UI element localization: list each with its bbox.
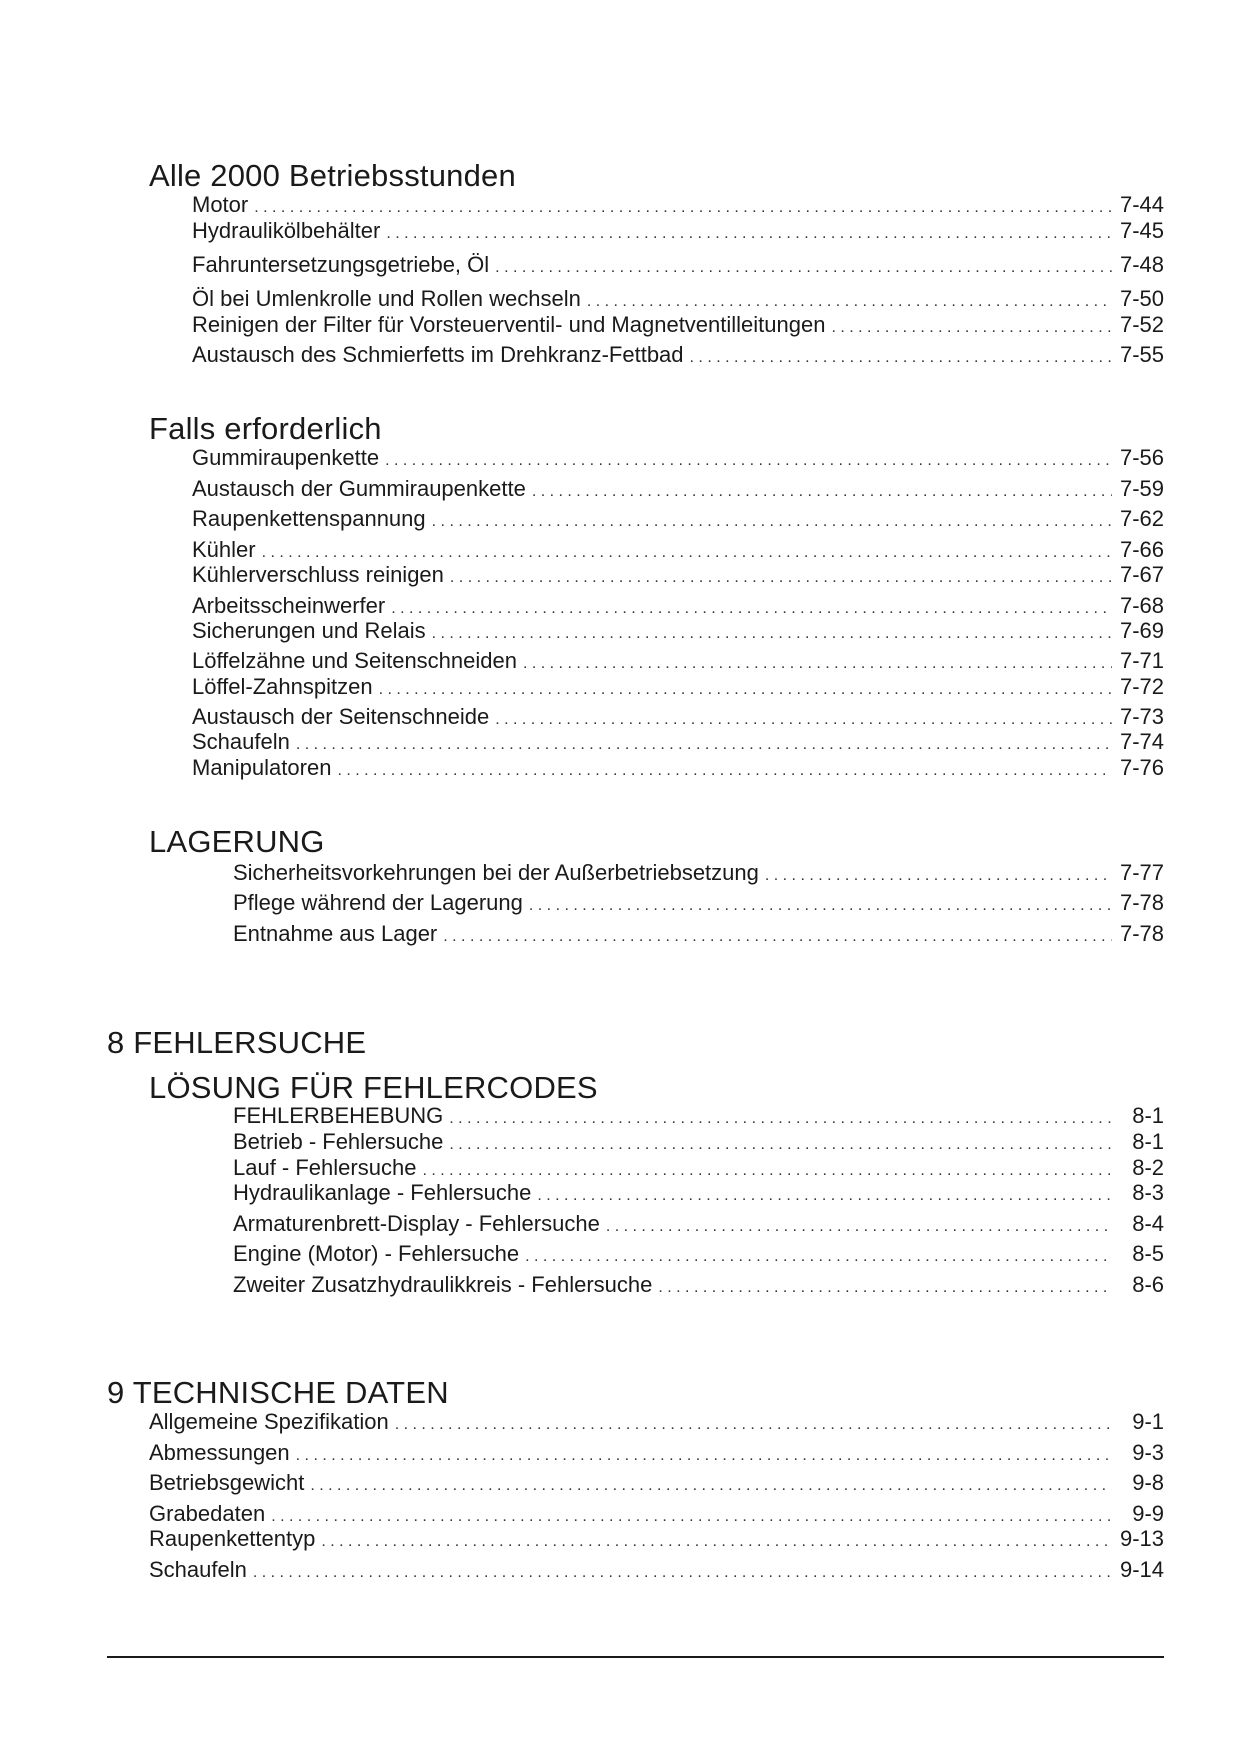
toc-entry-title: Grabedaten (149, 1501, 266, 1526)
toc-entry[interactable] (233, 1272, 1164, 1301)
toc-entry-title: Motor (192, 192, 249, 217)
toc-entry[interactable] (192, 192, 1164, 221)
toc-entry-page: 8-4 (1132, 1211, 1164, 1236)
toc-entry-page: 7-71 (1119, 648, 1164, 673)
dot-leader (495, 255, 1112, 281)
dot-leader (432, 509, 1112, 535)
dot-leader (310, 1473, 1112, 1499)
toc-entry-page: 9-3 (1132, 1440, 1164, 1465)
toc-entry-page: 9-14 (1119, 1557, 1164, 1582)
toc-entry-title: Manipulatoren (192, 755, 332, 780)
toc-entry[interactable] (233, 1129, 1164, 1158)
toc-entry[interactable] (233, 1241, 1164, 1270)
toc-entry[interactable] (192, 342, 1164, 371)
toc-entry-page: 7-44 (1119, 192, 1164, 217)
section-heading-falls-erforderlich: Falls erforderlich (149, 411, 382, 446)
toc-entry-page: 7-66 (1119, 537, 1164, 562)
toc-entry-page: 9-1 (1132, 1409, 1164, 1434)
toc-entry-page: 7-50 (1119, 286, 1164, 311)
toc-entry-page: 9-8 (1132, 1470, 1164, 1495)
toc-entry-page: 8-5 (1132, 1241, 1164, 1266)
dot-leader (432, 621, 1112, 647)
toc-entry[interactable] (192, 312, 1164, 341)
section-heading-alle-2000: Alle 2000 Betriebsstunden (149, 158, 516, 193)
toc-entry-page: 9-9 (1132, 1501, 1164, 1526)
toc-entry-title: Allgemeine Spezifikation (149, 1409, 389, 1434)
toc-entry-title: Löffelzähne und Seitenschneiden (192, 648, 517, 673)
dot-leader (379, 677, 1112, 703)
toc-entry-title: Kühlerverschluss reinigen (192, 562, 444, 587)
toc-entry[interactable] (149, 1409, 1164, 1438)
section-heading-lagerung: LAGERUNG (149, 824, 325, 859)
toc-entry[interactable] (192, 674, 1164, 703)
toc-entry-title: Schaufeln (192, 729, 290, 754)
toc-entry[interactable] (192, 755, 1164, 784)
toc-entry-title: Zweiter Zusatzhydraulikkreis - Fehlersuche (233, 1272, 653, 1297)
toc-entry-page: 7-73 (1119, 704, 1164, 729)
toc-entry-title: Entnahme aus Lager (233, 921, 438, 946)
toc-entry[interactable] (149, 1557, 1164, 1586)
toc-entry-title: Austausch der Gummiraupenkette (192, 476, 526, 501)
toc-entry-title: Austausch des Schmierfetts im Drehkranz-Fettbad (192, 342, 684, 367)
toc-entry[interactable] (233, 1180, 1164, 1209)
dot-leader (296, 1443, 1112, 1469)
toc-entry-page: 7-76 (1119, 755, 1164, 780)
dot-leader (606, 1214, 1112, 1240)
toc-entry[interactable] (149, 1440, 1164, 1469)
toc-entry-page: 7-74 (1119, 729, 1164, 754)
section-heading-loesung: LÖSUNG FÜR FEHLERCODES (149, 1070, 598, 1105)
dot-leader (525, 1244, 1112, 1270)
toc-entry-title: Raupenkettenspannung (192, 506, 426, 531)
toc-entry-title: Sicherungen und Relais (192, 618, 426, 643)
dot-leader (321, 1529, 1112, 1555)
toc-entry-page: 8-1 (1132, 1129, 1164, 1154)
dot-leader (529, 893, 1112, 919)
toc-entry-page: 7-77 (1119, 860, 1164, 885)
toc-entry[interactable] (192, 648, 1164, 677)
toc-entry[interactable] (233, 860, 1164, 889)
toc-entry-title: Schaufeln (149, 1557, 247, 1582)
chapter-heading-8: 8 FEHLERSUCHE (107, 1025, 367, 1060)
toc-entry-title: Löffel-Zahnspitzen (192, 674, 373, 699)
dot-leader (385, 448, 1112, 474)
toc-entry[interactable] (233, 890, 1164, 919)
dot-leader (386, 221, 1112, 247)
toc-entry[interactable] (192, 729, 1164, 758)
toc-entry-title: Engine (Motor) - Fehlersuche (233, 1241, 520, 1266)
toc-entry-title: FEHLERBEHEBUNG (233, 1103, 444, 1128)
toc-entry-title: Öl bei Umlenkrolle und Rollen wechseln (192, 286, 581, 311)
toc-entry-page: 8-3 (1132, 1180, 1164, 1205)
chapter-heading-9: 9 TECHNISCHE DATEN (107, 1375, 449, 1410)
toc-entry[interactable] (192, 218, 1164, 247)
toc-entry-title: Austausch der Seitenschneide (192, 704, 490, 729)
dot-leader (532, 479, 1112, 505)
toc-entry-page: 9-13 (1119, 1526, 1164, 1551)
toc-entry-title: Hydraulikanlage - Fehlersuche (233, 1180, 532, 1205)
toc-entry[interactable] (192, 506, 1164, 535)
toc-entry-page: 8-1 (1132, 1103, 1164, 1128)
toc-entry[interactable] (192, 618, 1164, 647)
dot-leader (658, 1275, 1112, 1301)
toc-entry-title: Hydraulikölbehälter (192, 218, 381, 243)
toc-entry-title: Abmessungen (149, 1440, 290, 1465)
dot-leader (253, 1560, 1112, 1586)
toc-entry[interactable] (192, 476, 1164, 505)
toc-entry-page: 7-62 (1119, 506, 1164, 531)
toc-entry[interactable] (192, 445, 1164, 474)
toc-entry[interactable] (192, 562, 1164, 591)
toc-entry-title: Kühler (192, 537, 256, 562)
toc-entry[interactable] (233, 1103, 1164, 1132)
toc-entry-page: 8-2 (1132, 1155, 1164, 1180)
toc-entry[interactable] (233, 921, 1164, 950)
toc-entry[interactable] (233, 1211, 1164, 1240)
dot-leader (537, 1183, 1112, 1209)
toc-entry[interactable] (149, 1526, 1164, 1555)
toc-entry-page: 7-69 (1119, 618, 1164, 643)
toc-entry-title: Betrieb - Fehlersuche (233, 1129, 444, 1154)
toc-entry-title: Raupenkettentyp (149, 1526, 316, 1551)
toc-entry-page: 7-52 (1119, 312, 1164, 337)
toc-entry-title: Lauf - Fehlersuche (233, 1155, 417, 1180)
toc-entry-page: 7-78 (1119, 890, 1164, 915)
toc-entry-title: Arbeitsscheinwerfer (192, 593, 386, 618)
dot-leader (337, 758, 1112, 784)
toc-entry[interactable] (149, 1470, 1164, 1499)
toc-entry-page: 7-78 (1119, 921, 1164, 946)
toc-entry-page: 7-56 (1119, 445, 1164, 470)
toc-entry-title: Betriebsgewicht (149, 1470, 305, 1495)
dot-leader (450, 565, 1112, 591)
toc-entry-title: Pflege während der Lagerung (233, 890, 523, 915)
dot-leader (443, 924, 1112, 950)
toc-entry-page: 7-55 (1119, 342, 1164, 367)
footer-divider (107, 1656, 1164, 1658)
dot-leader (395, 1412, 1112, 1438)
toc-entry-title: Sicherheitsvorkehrungen bei der Außerbetriebsetzung (233, 860, 759, 885)
toc-entry-title: Gummiraupenkette (192, 445, 380, 470)
toc-entry-page: 7-72 (1119, 674, 1164, 699)
toc-entry-title: Reinigen der Filter für Vorsteuerventil- und Magnetventilleitungen (192, 312, 826, 337)
toc-entry-title: Armaturenbrett-Display - Fehlersuche (233, 1211, 600, 1236)
toc-entry-page: 7-48 (1119, 252, 1164, 277)
toc-entry-page: 7-67 (1119, 562, 1164, 587)
toc-entry[interactable] (192, 286, 1164, 315)
dot-leader (831, 315, 1112, 341)
toc-entry-title: Fahruntersetzungsgetriebe, Öl (192, 252, 490, 277)
dot-leader (765, 863, 1112, 889)
toc-entry-page: 7-68 (1119, 593, 1164, 618)
toc-entry-page: 7-45 (1119, 218, 1164, 243)
toc-entry-page: 7-59 (1119, 476, 1164, 501)
toc-entry[interactable] (192, 252, 1164, 281)
dot-leader (690, 345, 1112, 371)
toc-entry-page: 8-6 (1132, 1272, 1164, 1297)
